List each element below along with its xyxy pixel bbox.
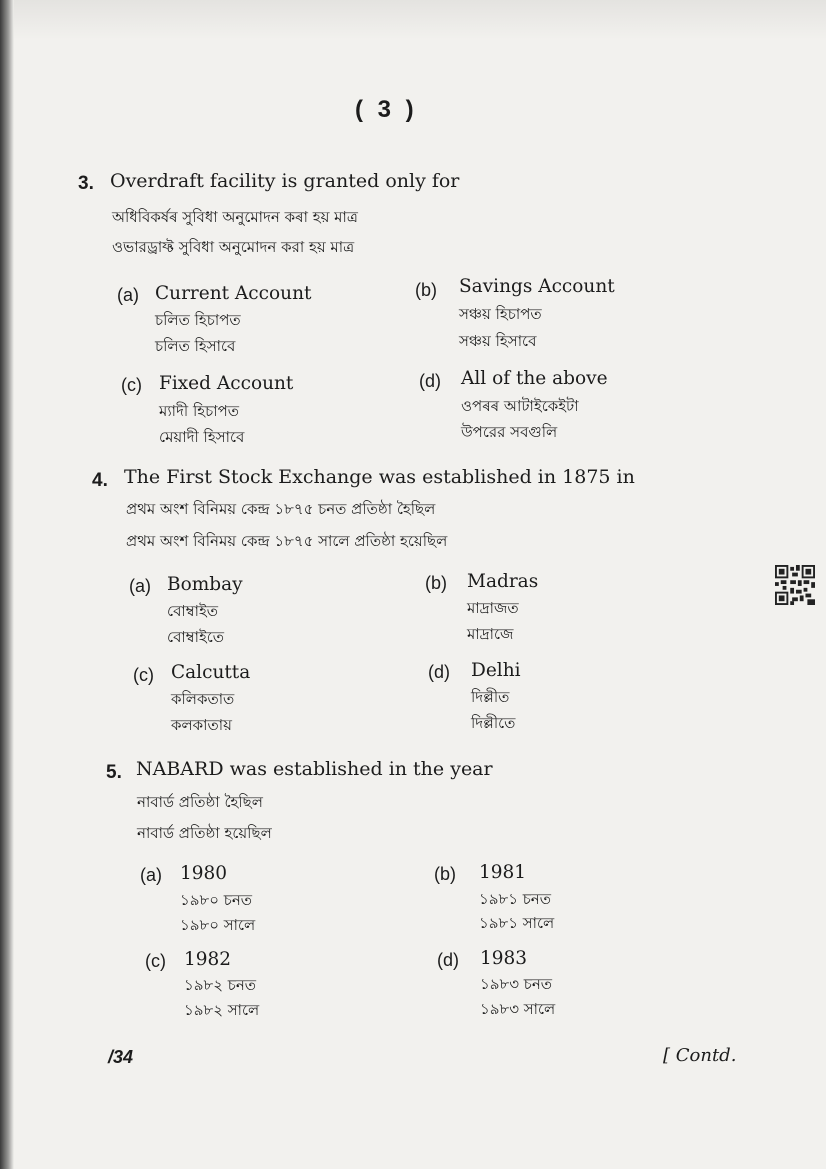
option-letter: (d) xyxy=(428,662,450,682)
option-letter: (b) xyxy=(434,864,456,884)
option-letter: (d) xyxy=(419,371,441,391)
option-text: Current Account xyxy=(155,283,312,304)
option-text: Bombay xyxy=(167,574,243,595)
option-letter: (c) xyxy=(145,951,166,971)
question-text: NABARD was established in the year xyxy=(136,758,493,780)
question-number: 4. xyxy=(92,470,108,491)
option-text-bengali: ১৯৮২ সালে xyxy=(184,1001,260,1019)
option-text-assamese: ওপৰৰ আটাইকেইটা xyxy=(461,397,579,415)
option-text: 1982 xyxy=(184,949,232,970)
option-text-bengali: চলিত হিসাবে xyxy=(155,337,236,355)
option-text-bengali: বোম্বাইতে xyxy=(167,628,225,646)
option-text-assamese: মাদ্ৰাজত xyxy=(467,599,519,617)
option-text: All of the above xyxy=(461,368,608,389)
option-letter: (a) xyxy=(129,576,151,596)
option-text: 1980 xyxy=(180,863,228,884)
option-text-assamese: ১৯৮০ চনত xyxy=(180,891,253,909)
option-text: Fixed Account xyxy=(159,373,294,394)
option-text: Madras xyxy=(467,571,539,592)
option-text-assamese: ম্যাদী হিচাপত xyxy=(159,402,240,420)
option-letter: (b) xyxy=(425,573,447,593)
option-letter: (c) xyxy=(133,665,154,685)
question-text: The First Stock Exchange was established in 1875 in xyxy=(124,466,635,488)
option-text-assamese: চলিত হিচাপত xyxy=(155,311,241,329)
option-text: 1983 xyxy=(480,948,528,969)
option-text: Calcutta xyxy=(171,662,251,683)
question-text-assamese: অধিবিকৰ্ষৰ সুবিধা অনুমোদন কৰা হয় মাত্ৰ xyxy=(112,208,358,226)
option-letter: (b) xyxy=(415,280,437,300)
option-letter: (d) xyxy=(437,950,459,970)
option-text-bengali: ১৯৮৩ সালে xyxy=(480,1000,556,1018)
question-text-bengali: প্রথম অংশ বিনিময় কেন্দ্র ১৮৭৫ সালে প্রতিষ্ঠা হয়েছিল xyxy=(126,532,448,550)
question-text-assamese: নাবাৰ্ড প্ৰতিষ্ঠা হৈছিল xyxy=(137,793,263,811)
question-text: Overdraft facility is granted only for xyxy=(110,170,460,192)
page-binding-shadow xyxy=(0,0,14,1169)
option-text-assamese: সঞ্চয় হিচাপত xyxy=(459,305,542,323)
option-text-bengali: ১৯৮১ সালে xyxy=(479,914,555,932)
paper-code: /34 xyxy=(108,1047,134,1067)
option-text-bengali: মাদ্রাজে xyxy=(467,625,514,643)
option-text-bengali: ১৯৮০ সালে xyxy=(180,916,256,934)
option-text-assamese: কলিকতাত xyxy=(171,690,235,708)
option-text: 1981 xyxy=(479,862,527,883)
question-number: 3. xyxy=(78,173,94,194)
option-text-assamese: বোম্বাইত xyxy=(167,602,219,620)
question-text-bengali: ওভারড্রাফ্ট সুবিধা অনুমোদন করা হয় মাত্র xyxy=(112,238,355,256)
option-text: Savings Account xyxy=(459,276,615,297)
option-letter: (a) xyxy=(140,865,162,885)
page-top-edge xyxy=(0,0,826,40)
continued-label: [ Contd. xyxy=(663,1045,737,1066)
option-letter: (a) xyxy=(117,285,139,305)
option-text-bengali: উপরের সবগুলি xyxy=(461,423,558,441)
option-text-assamese: ১৯৮২ চনত xyxy=(184,976,257,994)
option-letter: (c) xyxy=(121,375,142,395)
question-text-bengali: নাবার্ড প্রতিষ্ঠা হয়েছিল xyxy=(137,824,272,842)
qr-code-icon xyxy=(775,565,815,605)
question-number: 5. xyxy=(106,762,122,783)
option-text-assamese: দিল্লীত xyxy=(471,688,510,706)
option-text-bengali: দিল্লীতে xyxy=(471,714,516,732)
option-text-bengali: মেয়াদী হিসাবে xyxy=(159,428,245,446)
option-text-bengali: কলকাতায় xyxy=(171,716,232,734)
page-number: ( 3 ) xyxy=(355,96,418,123)
option-text-assamese: ১৯৮১ চনত xyxy=(479,890,552,908)
question-text-assamese: প্ৰথম অংশ বিনিময় কেন্দ্ৰ ১৮৭৫ চনত প্ৰতিষ্ঠা হৈছিল xyxy=(126,500,436,518)
option-text-bengali: সঞ্চয় হিসাবে xyxy=(459,332,537,350)
option-text-assamese: ১৯৮৩ চনত xyxy=(480,975,553,993)
option-text: Delhi xyxy=(471,660,521,681)
